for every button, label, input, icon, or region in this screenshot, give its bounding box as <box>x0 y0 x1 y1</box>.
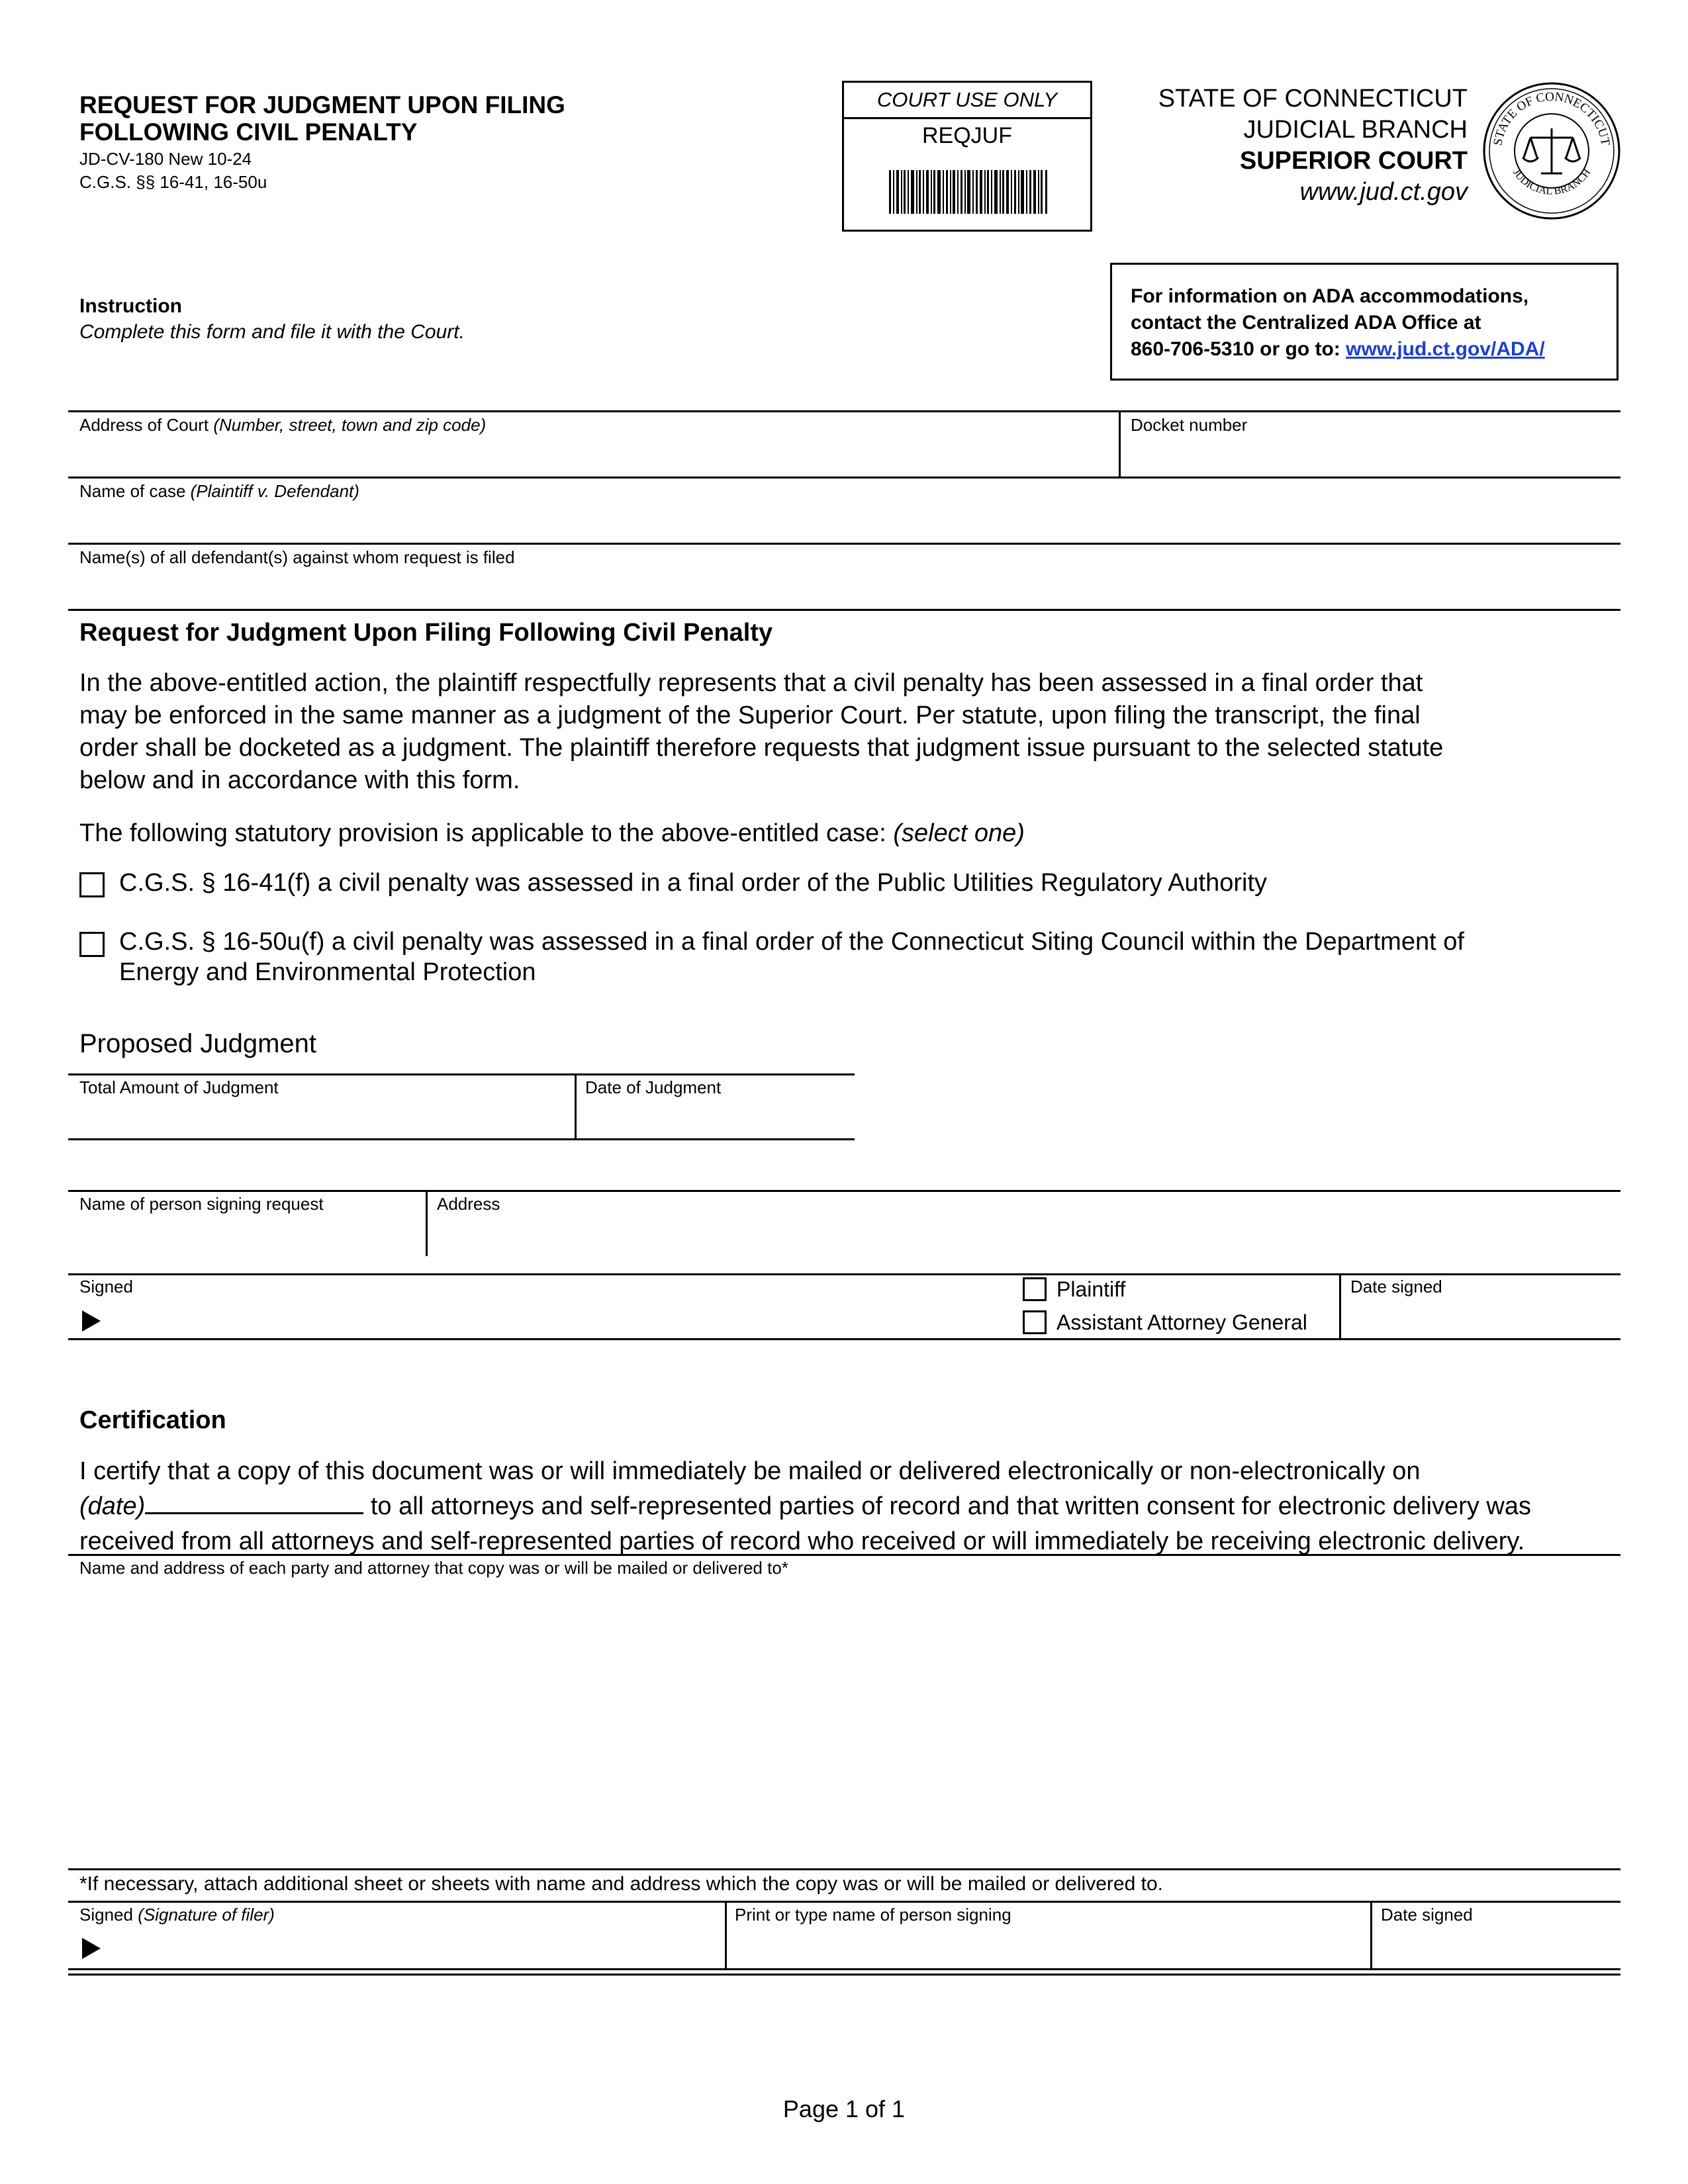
certification-text: I certify that a copy of this document was or will immediately be mailed or delivered electronically or non-electronically on (date) to all attorneys and self-represented parties of record and that written consent for electronic delivery was received from all attorneys and self-represented parties of record who received or will immediately be receiving electronic delivery. <box>79 1457 1531 1555</box>
aag-checkbox[interactable] <box>1023 1310 1047 1334</box>
ada-line1: For information on ADA accommodations, <box>1131 285 1529 307</box>
rule <box>1119 410 1121 477</box>
ada-line2: contact the Centralized ADA Office at <box>1131 312 1481 334</box>
ada-phone: 860-706-5310 or go to: <box>1131 338 1346 360</box>
ada-box <box>1110 263 1618 381</box>
rule <box>68 1868 1620 1870</box>
rule <box>68 1968 1620 1970</box>
address-of-court-field[interactable]: Address of Court (Number, street, town and zip code) <box>79 415 487 435</box>
branch-block <box>1158 83 1468 208</box>
rule <box>426 1190 428 1256</box>
rule <box>68 1190 1620 1192</box>
form-id: JD-CV-180 New 10-24 <box>79 149 252 169</box>
proposed-judgment-heading: Proposed Judgment <box>79 1029 317 1058</box>
rule <box>68 543 1620 545</box>
signer-address-field[interactable]: Address <box>437 1194 500 1214</box>
request-para-line: may be enforced in the same manner as a judgment of the Superior Court. Per statute, upon filing the transcript, the final <box>79 702 1421 729</box>
ada-link[interactable]: www.jud.ct.gov/ADA/ <box>1346 338 1545 360</box>
superior-court: SUPERIOR COURT <box>1239 147 1468 175</box>
rule <box>68 1974 1620 1976</box>
rule <box>575 1073 577 1140</box>
cert-date-signed-field[interactable]: Date signed <box>1381 1905 1473 1925</box>
signer-name-field[interactable]: Name of person signing request <box>79 1194 324 1214</box>
state-name: STATE OF CONNECTICUT <box>1158 85 1468 113</box>
form-title-line2: FOLLOWING CIVIL PENALTY <box>79 118 418 146</box>
cert-date-blank[interactable] <box>145 1492 363 1514</box>
sign-here-arrow-icon <box>82 1938 101 1959</box>
seal-icon <box>1481 81 1622 221</box>
website: www.jud.ct.gov <box>1299 178 1468 206</box>
seal-text-top: STATE OF CONNECTICUT <box>1491 89 1613 147</box>
form-title-line1: REQUEST FOR JUDGMENT UPON FILING <box>79 91 565 118</box>
name-of-case-field[interactable]: Name of case (Plaintiff v. Defendant) <box>79 481 359 501</box>
request-paragraph <box>79 667 1602 797</box>
rule <box>68 1273 1620 1275</box>
request-para-line: below and in accordance with this form. <box>79 766 520 794</box>
instruction-heading: Instruction <box>79 295 182 317</box>
aag-label: Assistant Attorney General <box>1056 1310 1307 1334</box>
signed-label: Signed <box>79 1277 133 1297</box>
filer-signature-field[interactable]: Signed (Signature of filer) <box>79 1905 275 1925</box>
request-para-line: In the above-entitled action, the plaintiff respectfully represents that a civil penalty has been assessed in a final order that <box>79 669 1423 697</box>
statutes: C.G.S. §§ 16-41, 16-50u <box>79 172 267 192</box>
docket-number-field[interactable]: Docket number <box>1131 415 1248 435</box>
footnote: *If necessary, attach additional sheet or sheets with name and address which the copy was or will be mailed or delivered to. <box>79 1873 1163 1895</box>
certification-heading: Certification <box>79 1406 226 1434</box>
statute-prompt: The following statutory provision is applicable to the above-entitled case: (select one) <box>79 819 1025 847</box>
rule <box>68 1338 1620 1340</box>
rule <box>1339 1273 1341 1340</box>
rule <box>68 1073 855 1075</box>
plaintiff-checkbox[interactable] <box>1023 1277 1047 1301</box>
parties-field[interactable]: Name and address of each party and attorney that copy was or will be mailed or delivered to* <box>79 1558 788 1578</box>
request-heading: Request for Judgment Upon Filing Following Civil Penalty <box>79 619 773 647</box>
option-16-41-label: C.G.S. § 16-41(f) a civil penalty was assessed in a final order of the Public Utilities Regulatory Authority <box>119 869 1268 897</box>
page-number: Page 1 of 1 <box>782 2095 906 2122</box>
date-signed-field[interactable]: Date signed <box>1350 1277 1442 1297</box>
option-16-41-checkbox[interactable] <box>79 872 105 897</box>
judicial-branch: JUDICIAL BRANCH <box>1243 116 1468 144</box>
plaintiff-label: Plaintiff <box>1056 1277 1126 1301</box>
option-16-50u-label: C.G.S. § 16-50u(f) a civil penalty was assessed in a final order of the Connecticut Siting Council within the Department of Energy and Environmental Protection <box>119 928 1464 986</box>
seal-text-bottom: JUDICIAL BRANCH <box>1510 167 1593 197</box>
barcode <box>889 170 1048 214</box>
rule <box>68 1554 1620 1556</box>
rule <box>68 477 1620 478</box>
form-title <box>79 91 565 146</box>
rule <box>68 1901 1620 1903</box>
instruction-text: Complete this form and file it with the Court. <box>79 321 465 343</box>
defendants-field[interactable]: Name(s) of all defendant(s) against whom request is filed <box>79 547 515 567</box>
request-para-line: order shall be docketed as a judgment. The plaintiff therefore requests that judgment issue pursuant to the selected statute <box>79 734 1444 762</box>
court-use-box <box>842 81 1092 232</box>
option-16-50u-checkbox[interactable] <box>79 932 105 957</box>
rule <box>68 609 1620 611</box>
court-use-label: COURT USE ONLY <box>844 83 1090 119</box>
court-use-code: REQJUF <box>922 123 1012 148</box>
rule <box>1370 1901 1372 1970</box>
print-name-field[interactable]: Print or type name of person signing <box>735 1905 1011 1925</box>
rule <box>68 1138 855 1140</box>
sign-here-arrow-icon <box>82 1310 101 1332</box>
date-of-judgment-field[interactable]: Date of Judgment <box>585 1077 722 1097</box>
rule <box>68 410 1620 412</box>
total-amount-field[interactable]: Total Amount of Judgment <box>79 1077 279 1097</box>
rule <box>725 1901 727 1970</box>
